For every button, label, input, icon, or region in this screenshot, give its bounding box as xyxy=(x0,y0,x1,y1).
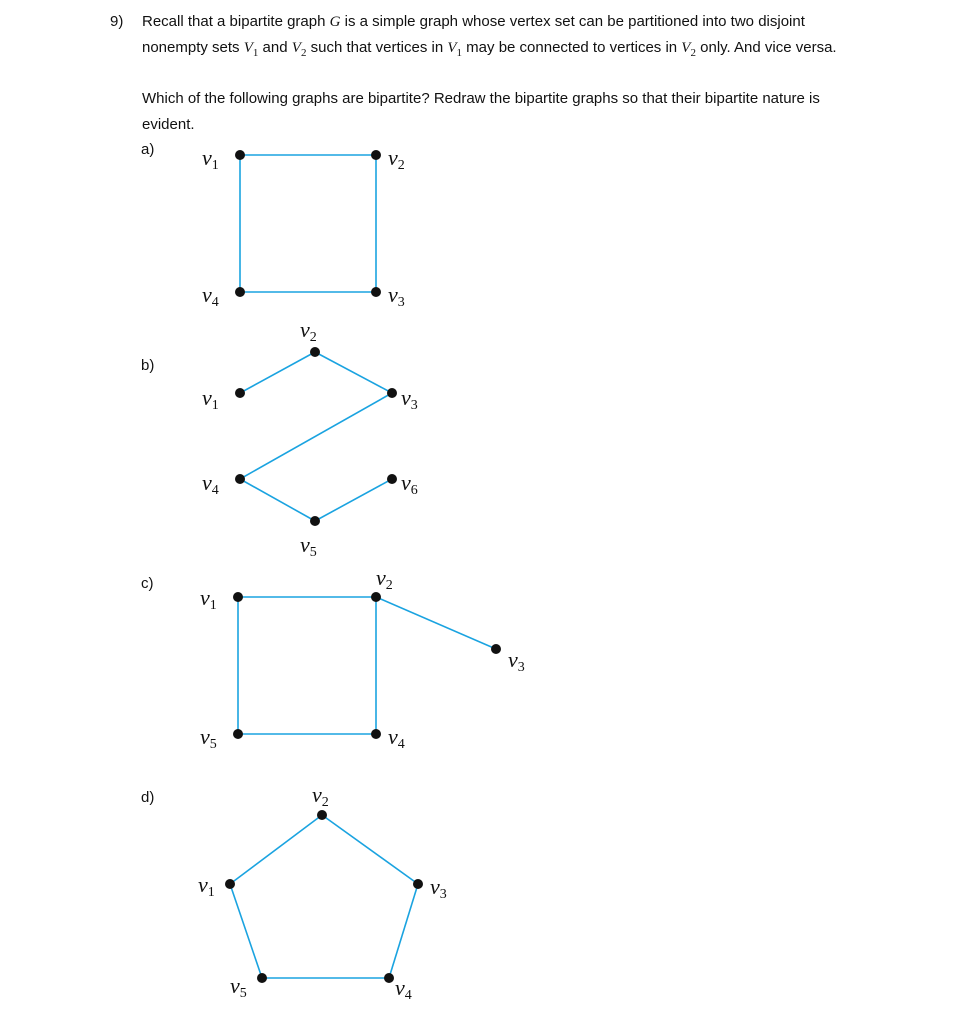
vertex-v2 xyxy=(371,592,381,602)
question-line-2-b: and xyxy=(258,39,292,56)
edge-v2-v3 xyxy=(315,352,392,393)
vertex-label-v5: v5 xyxy=(300,532,317,560)
vertex-label-v4: v4 xyxy=(395,975,412,1003)
edge-v1-v2 xyxy=(240,352,315,393)
vertex-v1 xyxy=(235,388,245,398)
vertex-v5 xyxy=(233,729,243,739)
edge-v3-v4 xyxy=(389,884,418,978)
edge-v2-v3 xyxy=(376,597,496,649)
edge-v3-v4 xyxy=(240,393,392,479)
set-v1-symbol: $V_1$ xyxy=(243,40,259,59)
part-b-label: b) xyxy=(141,357,155,374)
vertex-v5 xyxy=(257,973,267,983)
vertex-label-v1: v1 xyxy=(200,585,217,613)
part-d-label: d) xyxy=(141,789,155,806)
vertex-label-v3: v3 xyxy=(401,385,418,413)
vertex-v4 xyxy=(371,729,381,739)
set-v2-symbol-2: $V_2$ xyxy=(681,40,696,59)
vertex-label-v4: v4 xyxy=(388,724,405,752)
edge-v5-v1 xyxy=(230,884,262,978)
vertex-label-v3: v3 xyxy=(508,647,525,675)
edge-v1-v2 xyxy=(230,815,322,884)
vertex-v4 xyxy=(235,287,245,297)
graph-a xyxy=(202,145,405,310)
vertex-label-v2: v2 xyxy=(300,317,317,345)
question-line-2-c: such that vertices in xyxy=(306,39,448,56)
vertex-label-v4: v4 xyxy=(202,470,219,498)
vertex-label-v2: v2 xyxy=(312,782,329,810)
vertex-label-v2: v2 xyxy=(388,145,405,173)
vertex-v2 xyxy=(371,150,381,160)
edge-v4-v5 xyxy=(240,479,315,521)
graph-b xyxy=(202,317,418,560)
vertex-label-v4: v4 xyxy=(202,282,219,310)
question-line-2-a: nonempty sets xyxy=(142,39,244,56)
edge-v5-v6 xyxy=(315,479,392,521)
set-v1-symbol-2: $V_1$ xyxy=(447,40,463,59)
vertex-v5 xyxy=(310,516,320,526)
vertex-label-v1: v1 xyxy=(202,385,219,413)
ask-line-2: evident. xyxy=(142,116,195,133)
vertex-v3 xyxy=(413,879,423,889)
vertex-label-v3: v3 xyxy=(388,282,405,310)
vertex-label-v6: v6 xyxy=(401,470,418,498)
vertex-v4 xyxy=(384,973,394,983)
vertex-v1 xyxy=(233,592,243,602)
vertex-v2 xyxy=(310,347,320,357)
ask-line-1: Which of the following graphs are bipartite? Redraw the bipartite graphs so that their bipartite nature is xyxy=(142,90,820,107)
vertex-label-v1: v1 xyxy=(198,872,215,900)
vertex-label-v1: v1 xyxy=(202,145,219,173)
vertex-label-v5: v5 xyxy=(200,724,217,752)
vertex-v6 xyxy=(387,474,397,484)
vertex-v1 xyxy=(225,879,235,889)
question-line-1-start: Recall that a bipartite graph xyxy=(142,13,330,30)
graph-c xyxy=(200,565,525,752)
vertex-v4 xyxy=(235,474,245,484)
graph-symbol: G xyxy=(329,14,341,30)
vertex-v3 xyxy=(371,287,381,297)
vertex-label-v2: v2 xyxy=(376,565,393,593)
vertex-v2 xyxy=(317,810,327,820)
set-v2-symbol: $V_2$ xyxy=(291,40,307,59)
vertex-v3 xyxy=(491,644,501,654)
vertex-v1 xyxy=(235,150,245,160)
question-number: 9) xyxy=(110,13,124,30)
vertex-label-v5: v5 xyxy=(230,973,247,1001)
vertex-label-v3: v3 xyxy=(430,874,447,902)
question-line-2-e: only. And vice versa. xyxy=(695,39,837,56)
edge-v2-v3 xyxy=(322,815,418,884)
vertex-v3 xyxy=(387,388,397,398)
part-c-label: c) xyxy=(141,575,154,592)
graph-d xyxy=(198,782,447,1003)
question-line-1-end: is a simple graph whose vertex set can be partitioned into two disjoint xyxy=(340,13,805,30)
question-line-2-d: may be connected to vertices in xyxy=(462,39,682,56)
part-a-label: a) xyxy=(141,141,155,158)
